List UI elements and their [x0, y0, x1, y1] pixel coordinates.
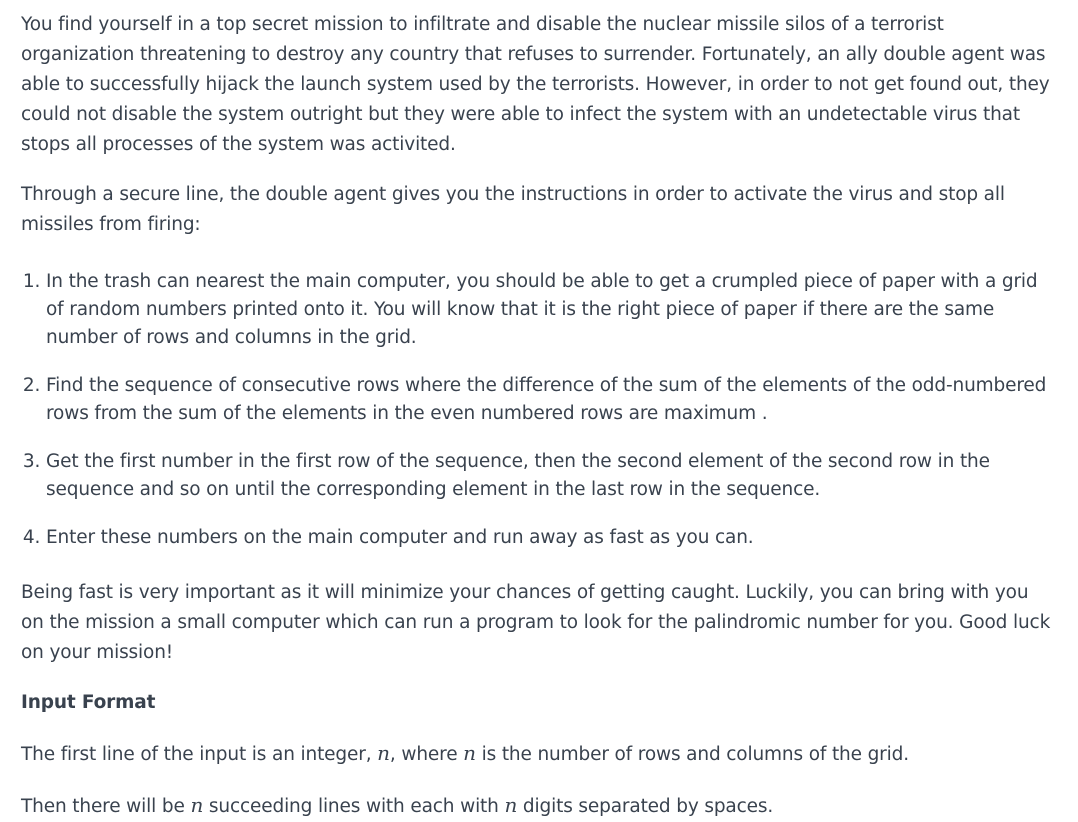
input-format-line-1-text-c: is the number of rows and columns of the grid.: [475, 744, 909, 765]
instruction-step-4: 4. Enter these numbers on the main computer and run away as fast as you can.: [46, 524, 1054, 552]
variable-n: n: [504, 793, 518, 817]
input-format-line-2-text-c: digits separated by spaces.: [517, 796, 774, 817]
variable-n: n: [377, 741, 390, 765]
input-format-line-1: [21, 738, 1054, 770]
intro-paragraph: You find yourself in a top secret mission to infiltrate and disable the nuclear missile silos of a terrorist organization threatening to destroy any country that refuses to surrender. Fortunately, an ally double agent was able to successfully hijack the launch system used by the terrorists. However, in order to not get found out, they could not disable the system outright but they were able to infect the system with an undetectable virus that stops all processes of the system was activited.: [21, 14, 1050, 155]
instructions-list: [21, 268, 1054, 552]
input-format-line-1-text-b: , where: [389, 744, 464, 765]
input-format-line-1-text-a: The first line of the input is an integer,: [21, 744, 378, 765]
input-format-line-2: [21, 790, 1054, 822]
input-format-line-2-text-b: succeeding lines with each with: [203, 796, 505, 817]
variable-n: n: [463, 741, 476, 765]
instruction-step-2: 2. Find the sequence of consecutive rows where the difference of the sum of the elements of the odd-numbered rows from the sum of the elements in the even numbered rows are maximum .: [46, 372, 1054, 428]
input-format-heading: Input Format: [21, 692, 156, 713]
instruction-step-3: 3. Get the first number in the first row of the sequence, then the second element of the second row in the sequence and so on until the corresponding element in the last row in the sequence.: [46, 448, 1054, 504]
instructions-intro-paragraph: Through a secure line, the double agent gives you the instructions in order to activate the virus and stop all missiles from firing:: [21, 184, 1005, 235]
closing-paragraph: Being fast is very important as it will minimize your chances of getting caught. Luckily, you can bring with you on the mission a small computer which can run a program to look for the palindromic number for you. Good luck on your mission!: [21, 582, 1051, 663]
variable-n: n: [190, 793, 204, 817]
input-format-line-2-text-a: Then there will be: [21, 796, 191, 817]
instruction-step-1: 1. In the trash can nearest the main computer, you should be able to get a crumpled piece of paper with a grid of random numbers printed onto it. You will know that it is the right piece of paper if there are the same number of rows and columns in the grid.: [46, 268, 1054, 352]
